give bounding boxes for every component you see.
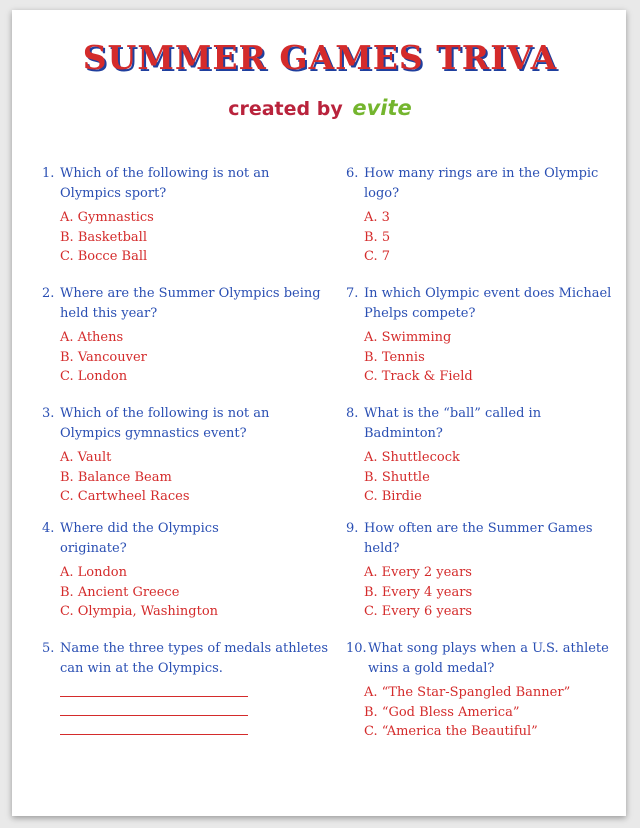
answer-option: C. London [60, 369, 128, 384]
answer-option: C. Birdie [364, 489, 422, 504]
answer-blank-line[interactable] [60, 696, 248, 697]
answer-option: A. “The Star-Spangled Banner” [364, 685, 571, 700]
question-text: Which of the following is not an Olympics sport? [60, 166, 270, 201]
answer-option: B. Basketball [60, 229, 147, 245]
answer-option: B. Shuttle [364, 469, 430, 485]
question-1 [42, 164, 332, 267]
question-10 [346, 639, 636, 742]
question-7 [346, 284, 636, 387]
question-text: Which of the following is not an Olympics gymnastics event? [60, 406, 270, 441]
question-text: Where are the Summer Olympics being held this year? [60, 286, 321, 321]
answer-option: C. Every 6 years [364, 604, 473, 619]
answer-option: C. Olympia, Washington [60, 604, 219, 619]
answer-option: C. 7 [364, 249, 391, 264]
page-title: SUMMER GAMES TRIVA [82, 38, 558, 77]
question-4 [42, 519, 332, 622]
question-text: Name the three types of medals athletes can win at the Olympics. [60, 641, 329, 676]
answer-option: B. “God Bless America” [364, 704, 520, 720]
question-number: 10. [346, 641, 367, 656]
question-text: What song plays when a U.S. athlete wins a gold medal? [368, 641, 609, 676]
question-number: 7. [346, 286, 359, 301]
question-3 [42, 404, 332, 507]
answer-option: C. Track & Field [364, 369, 473, 384]
question-number: 2. [42, 286, 55, 301]
question-number: 3. [42, 406, 55, 421]
answer-option: B. Vancouver [60, 349, 147, 365]
evite-logo: evite [352, 96, 412, 120]
question-text: In which Olympic event does Michael Phelps compete? [364, 286, 612, 321]
question-number: 1. [42, 166, 55, 181]
subtitle [0, 96, 640, 120]
answer-option: C. Bocce Ball [60, 249, 148, 264]
answer-option: A. London [60, 565, 128, 580]
subtitle-text: created by [228, 98, 343, 120]
question-number: 6. [346, 166, 359, 181]
question-6 [346, 164, 636, 267]
question-text: What is the “ball” called in Badminton? [364, 406, 542, 441]
answer-option: C. “America the Beautiful” [364, 724, 538, 739]
answer-option: A. Shuttlecock [364, 450, 460, 465]
question-2 [42, 284, 332, 387]
answer-option: B. 5 [364, 229, 391, 245]
answer-option: A. 3 [364, 210, 390, 225]
answer-option: A. Vault [60, 450, 112, 465]
question-number: 9. [346, 521, 359, 536]
answer-option: A. Gymnastics [60, 210, 154, 225]
question-number: 8. [346, 406, 359, 421]
question-5 [42, 639, 332, 735]
answer-option: A. Athens [60, 330, 124, 345]
question-number: 5. [42, 641, 55, 656]
answer-option: A. Every 2 years [364, 565, 472, 580]
question-text: Where did the Olympics originate? [60, 521, 219, 556]
question-text: How many rings are in the Olympic logo? [364, 166, 599, 201]
answer-option: B. Ancient Greece [60, 584, 180, 600]
answer-option: A. Swimming [364, 330, 452, 345]
answer-blank-line[interactable] [60, 715, 248, 716]
answer-option: B. Tennis [364, 349, 425, 365]
question-8 [346, 404, 636, 507]
answer-blank-line[interactable] [60, 734, 248, 735]
answer-option: B. Every 4 years [364, 584, 473, 600]
question-9 [346, 519, 636, 622]
question-text: How often are the Summer Games held? [364, 521, 593, 556]
answer-option: C. Cartwheel Races [60, 489, 190, 504]
question-number: 4. [42, 521, 55, 536]
answer-option: B. Balance Beam [60, 469, 172, 485]
